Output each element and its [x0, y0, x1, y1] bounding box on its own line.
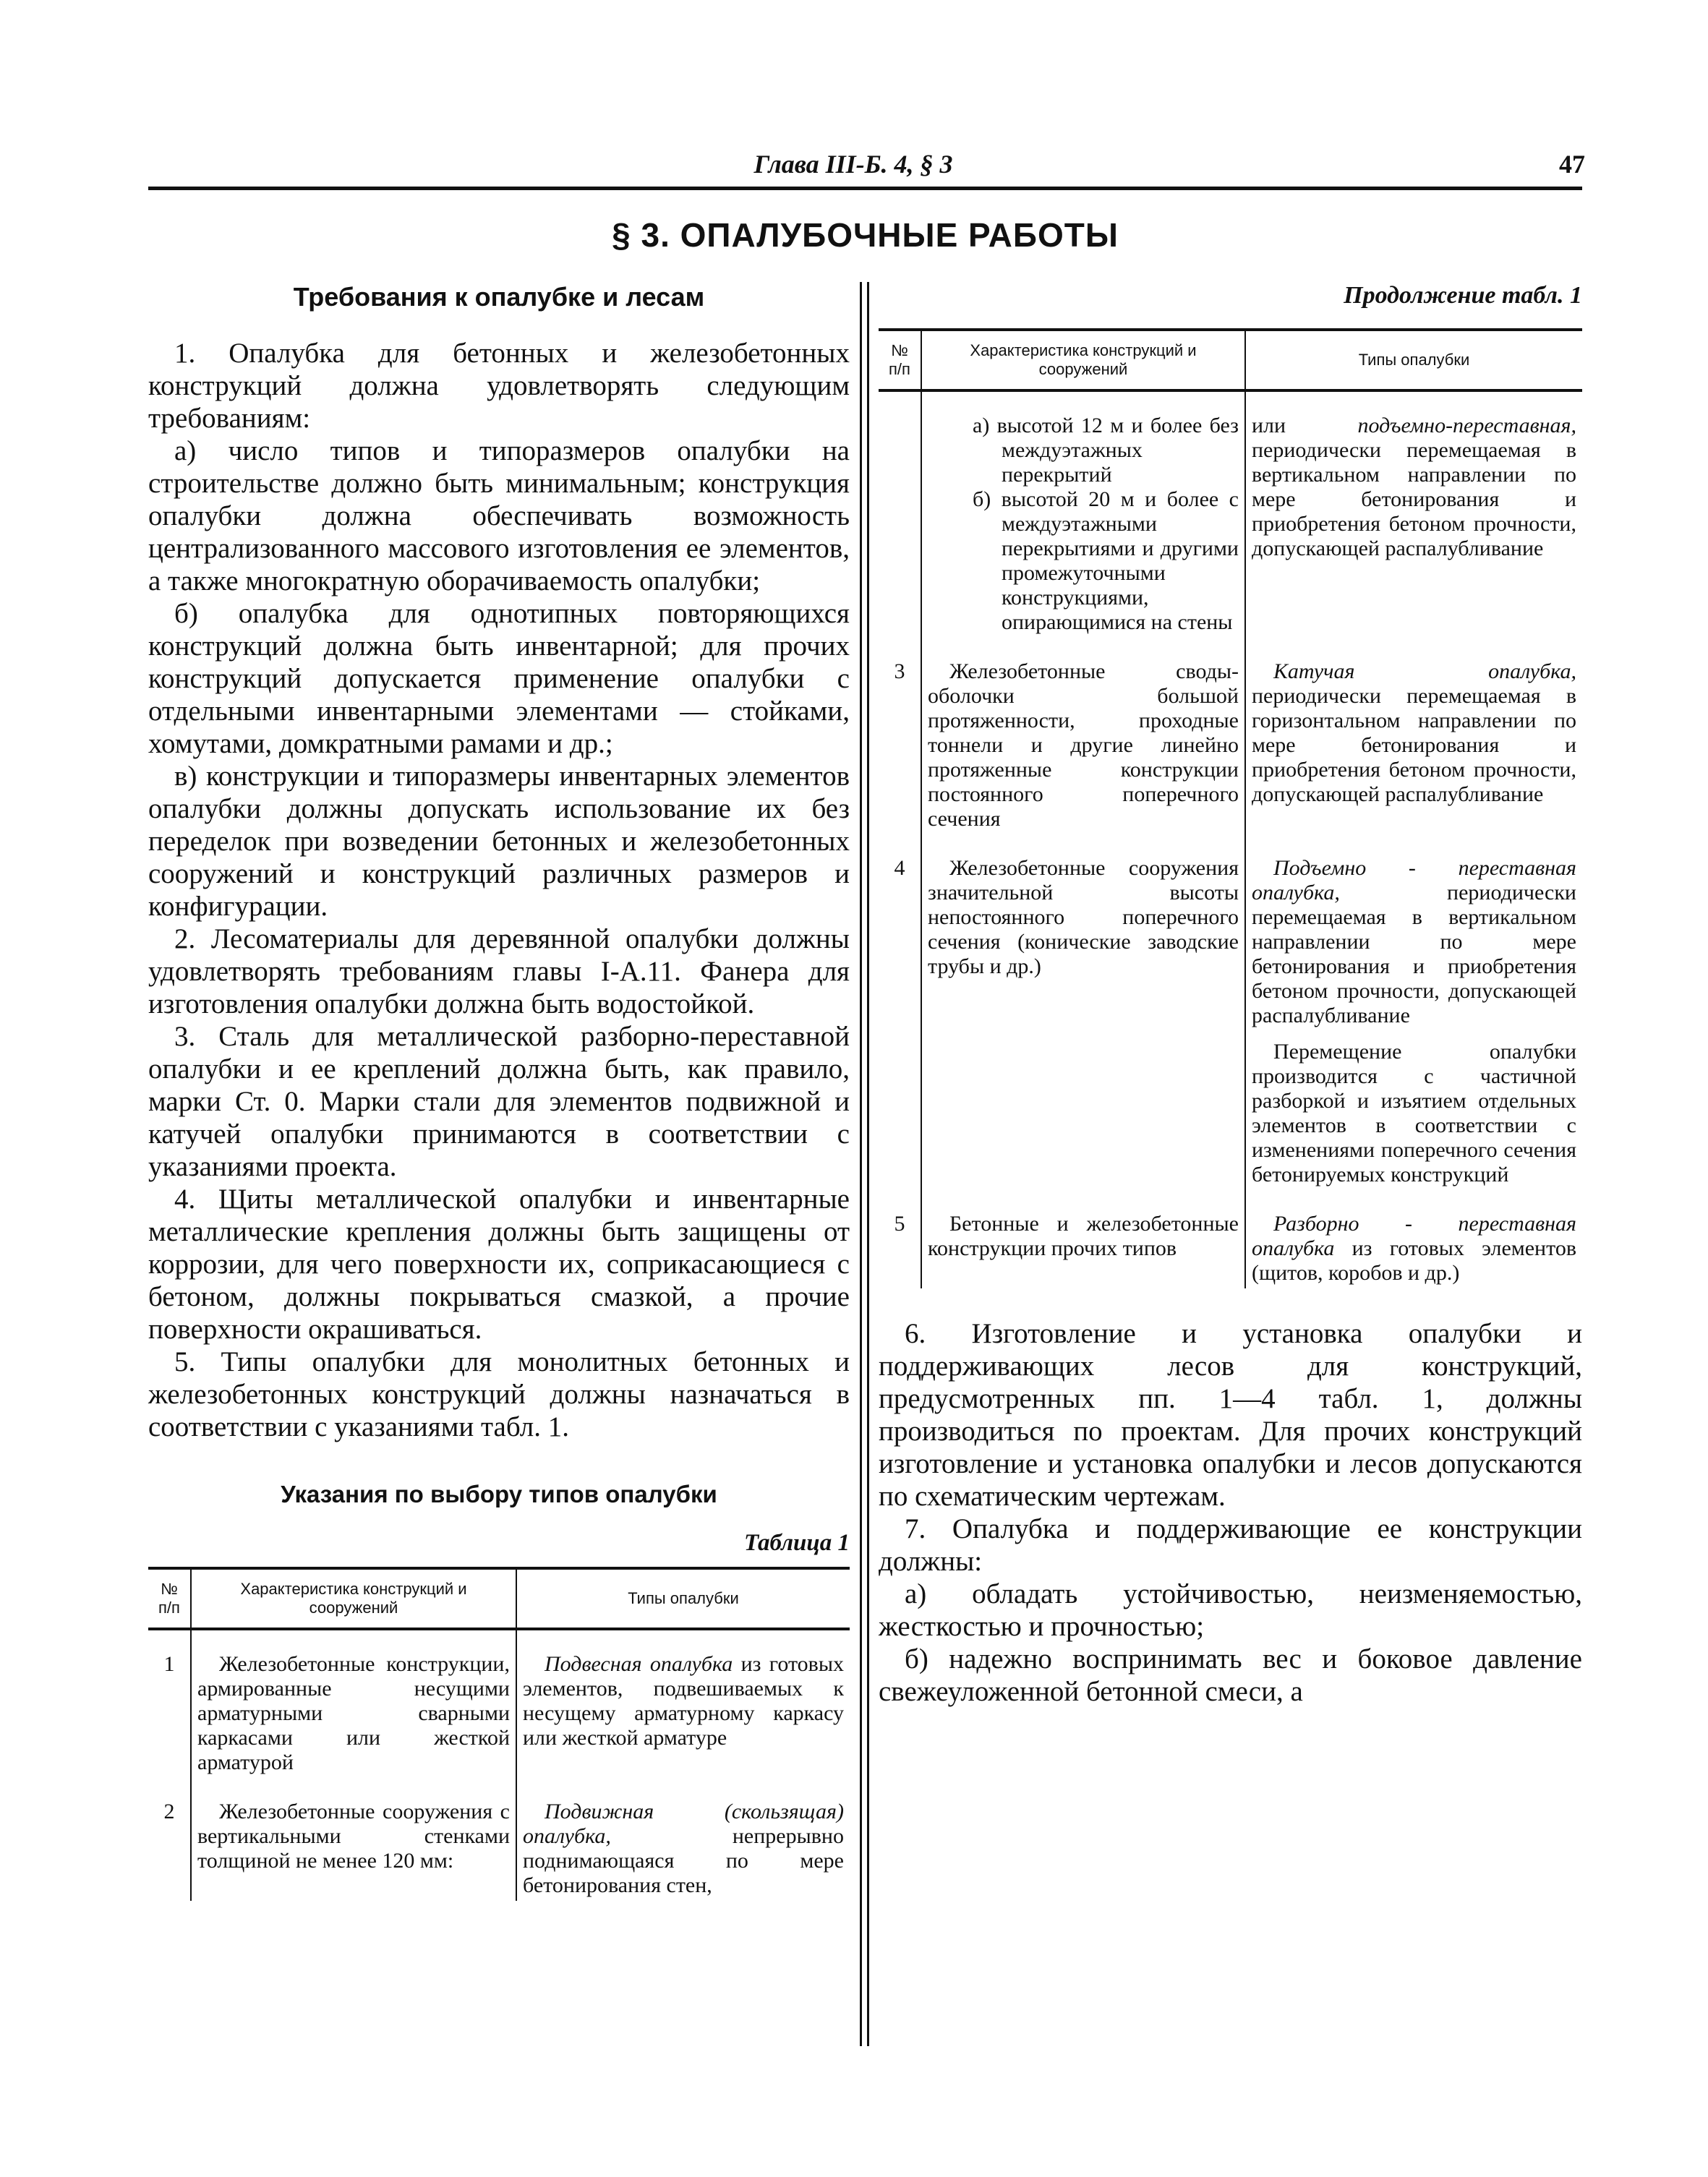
characteristic-subitem: б) высотой 20 м и более с междуэтажными перекрытиями и другими промежуточными конструкциями, опирающимися на стены [973, 487, 1239, 634]
running-header-chapter: Глава III-Б. 4, § 3 [753, 150, 953, 179]
section-title: § 3. ОПАЛУБОЧНЫЕ РАБОТЫ [612, 216, 1119, 254]
header-rule [148, 187, 1582, 190]
right-column [879, 282, 1582, 1708]
formwork-table-part2 [879, 328, 1582, 1288]
col-header-types: Типы опалубки [1245, 330, 1582, 390]
formwork-type-name: Разборно - переставная опалубка [1252, 1212, 1576, 1260]
row-types [516, 1649, 850, 1778]
col-header-types: Типы опалубки [516, 1568, 850, 1629]
formwork-type-desc: непрерывно поднимающаяся по мере бетонирования стен, [523, 1824, 844, 1897]
formwork-type-desc: из готовых элементов (щитов, коробов и др.) [1252, 1236, 1576, 1285]
characteristic-text: Железобетонные сооружения значительной высоты непостоянного поперечного сечения (конические заводские трубы и др.) [928, 856, 1239, 978]
table-row [879, 1209, 1582, 1288]
row-number: 5 [894, 1212, 905, 1236]
formwork-type-desc: периодически перемещаемая в вертикальном направлении по мере бетонирования и приобретения бетоном прочности, допускающей распалубливание [1252, 438, 1576, 560]
row-types [1245, 411, 1582, 638]
paragraph: 7. Опалубка и поддерживающие ее конструкции должны: [879, 1513, 1582, 1577]
formwork-type-name: подъемно-переставная, [1357, 414, 1576, 437]
formwork-type-desc: периодически перемещаемая в вертикальном направлении по мере бетонирования и приобретения бетоном прочности, допускающей распалубливание [1252, 881, 1576, 1027]
formwork-type-name: Подвижная (скользящая) опалубка, [523, 1800, 844, 1848]
characteristic-text: Железобетонные конструкции, армированные несущими арматурными сварными каркасами или жесткой арматурой [197, 1652, 510, 1774]
row-types [1245, 1209, 1582, 1288]
table-row [879, 853, 1582, 1190]
paragraph: б) опалубка для однотипных повторяющихся конструкций должна быть инвентарной; для прочих конструкций допускается применение опалубки с отдельными инвентарными элементами — стойками, хомутами, домкратными рамами и др.; [148, 598, 850, 759]
row-characteristic [921, 853, 1245, 1190]
row-number: 2 [163, 1800, 175, 1823]
formwork-type-name: Катучая опалубка, [1273, 659, 1576, 683]
characteristic-text: Железобетонные своды-оболочки большой протяженности, проходные тоннели и другие линейно протяженные конструкции постоянного поперечного сечения [928, 659, 1239, 831]
col-header-characteristic: Характеристика конструкций и сооружений [921, 330, 1245, 390]
paragraph: 4. Щиты металлической опалубки и инвентарные металлические крепления должны быть защищены от коррозии, для чего поверхности их, соприкасающиеся с бетоном, должны покрываться смазкой, а прочие поверхности окрашиваться. [148, 1184, 850, 1345]
characteristic-subitem: а) высотой 12 м и более без междуэтажных перекрытий [973, 414, 1239, 487]
column-separator [867, 282, 869, 2046]
formwork-type-desc: периодически перемещаемая в горизонтальном направлении по мере бетонирования и приобретения бетоном прочности, допускающей распалубливание [1252, 684, 1576, 806]
page-number: 47 [1559, 150, 1585, 179]
formwork-type-desc: из готовых элементов, подвешиваемых к несущему арматурному каркасу или жесткой арматуре [523, 1652, 844, 1750]
subheading: Требования к опалубке и лесам [293, 282, 705, 312]
row-number: 4 [894, 856, 905, 880]
table-caption: Таблица 1 [743, 1530, 850, 1556]
table-row [148, 1649, 850, 1778]
paragraph: а) обладать устойчивостью, неизменяемостью, жесткостью и прочностью; [879, 1578, 1582, 1642]
row-characteristic [921, 1209, 1245, 1288]
table-continuation-caption: Продолжение табл. 1 [1344, 282, 1582, 309]
paragraph: а) число типов и типоразмеров опалубки на строительстве должно быть минимальным; конструкция опалубки должна обеспечивать возможность централизованного массового изготовления ее элементов, а также многократную оборачиваемость опалубки; [148, 435, 850, 596]
characteristic-text: Железобетонные сооружения с вертикальными стенками толщиной не менее 120 мм: [197, 1800, 510, 1873]
formwork-type-name: Подъемно - переставная опалубка, [1252, 856, 1576, 904]
row-number: 1 [163, 1652, 175, 1676]
paragraph: в) конструкции и типоразмеры инвентарных элементов опалубки должны допускать использование их без переделок при возведении бетонных и железобетонных сооружений и конструкций различных размеров и конфигурации. [148, 761, 850, 922]
paragraph: 6. Изготовление и установка опалубки и поддерживающих лесов для конструкций, предусмотренных пп. 1—4 табл. 1, должны производиться по проектам. Для прочих конструкций изготовление и установка опалубки и лесов допускаются по схематическим чертежам. [879, 1318, 1582, 1512]
table-title: Указания по выбору типов опалубки [281, 1481, 717, 1507]
col-header-num: № п/п [879, 330, 921, 390]
table-row [148, 1797, 850, 1901]
col-header-characteristic: Характеристика конструкций и сооружений [191, 1568, 516, 1629]
row-characteristic [921, 411, 1245, 638]
formwork-type-pre: или [1252, 414, 1358, 437]
paragraph: 5. Типы опалубки для монолитных бетонных и железобетонных конструкций должны назначаться в соответствии с указаниями табл. 1. [148, 1346, 850, 1442]
row-number: 3 [894, 659, 905, 683]
row-characteristic [191, 1649, 516, 1778]
table-row [879, 411, 1582, 638]
paragraph: 1. Опалубка для бетонных и железобетонных конструкций должна удовлетворять следующим требованиям: [148, 338, 850, 434]
row-types [516, 1797, 850, 1901]
row-types [1245, 656, 1582, 834]
column-separator [860, 282, 862, 2046]
col-header-num: № п/п [148, 1568, 191, 1629]
table-row [879, 656, 1582, 834]
formwork-type-note: Перемещение опалубки производится с частичной разборкой и изъятием отдельных элементов в соответствии с изменениями поперечного сечения бетонируемых конструкций [1252, 1040, 1576, 1186]
row-types [1245, 853, 1582, 1190]
formwork-table-part1 [148, 1567, 850, 1901]
left-column [148, 282, 850, 1901]
row-characteristic [921, 656, 1245, 834]
paragraph: 2. Лесоматериалы для деревянной опалубки должны удовлетворять требованиям главы I-А.11. Фанера для изготовления опалубки должна быть водостойкой. [148, 923, 850, 1019]
paragraph: б) надежно воспринимать вес и боковое давление свежеуложенной бетонной смеси, а [879, 1643, 1582, 1707]
characteristic-text: Бетонные и железобетонные конструкции прочих типов [928, 1212, 1239, 1260]
paragraph: 3. Сталь для металлической разборно-переставной опалубки и ее креплений должна быть, как правило, марки Ст. 0. Марки стали для элементов подвижной и катучей опалубки принимаются в соответствии с указаниями проекта. [148, 1021, 850, 1182]
row-characteristic [191, 1797, 516, 1901]
formwork-type-name: Подвесная опалубка [545, 1652, 733, 1676]
